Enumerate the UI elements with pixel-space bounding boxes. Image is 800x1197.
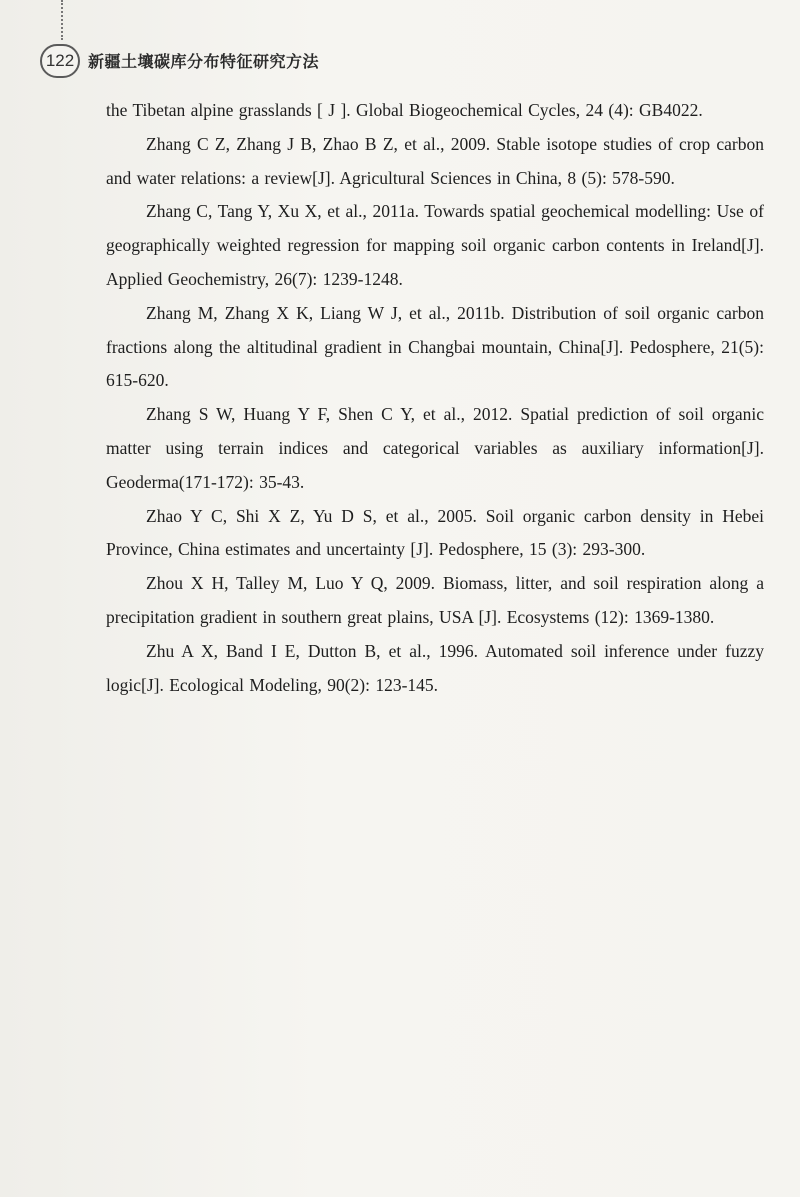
running-title: 新疆土壤碳库分布特征研究方法 (88, 52, 320, 71)
reference-list (106, 94, 764, 702)
reference-entry: Zhao Y C, Shi X Z, Yu D S, et al., 2005. Soil organic carbon density in Hebei Province, China estimates and uncertainty [J]. Pedosphere, 15 (3): 293-300. (106, 505, 764, 560)
margin-dotted-line (61, 0, 63, 40)
reference-entry: the Tibetan alpine grasslands [ J ]. Global Biogeochemical Cycles, 24 (4): GB4022. (106, 100, 703, 120)
reference-entry: Zhang C, Tang Y, Xu X, et al., 2011a. Towards spatial geochemical modelling: Use of geographically weighted regression for mapping soil organic carbon contents in Ireland[J]. Applied Geochemistry, 26(7): 1239-1248. (106, 201, 764, 289)
reference-entry: Zhang M, Zhang X K, Liang W J, et al., 2011b. Distribution of soil organic carbon fractions along the altitudinal gradient in Changbai mountain, China[J]. Pedosphere, 21(5): 615-620. (106, 302, 764, 391)
reference-entry: Zhu A X, Band I E, Dutton B, et al., 1996. Automated soil inference under fuzzy logic[J]. Ecological Modeling, 90(2): 123-145. (106, 640, 764, 695)
reference-entry: Zhang C Z, Zhang J B, Zhao B Z, et al., 2009. Stable isotope studies of crop carbon and water relations: a review[J]. Agricultural Sciences in China, 8 (5): 578-590. (106, 133, 764, 188)
reference-entry: Zhou X H, Talley M, Luo Y Q, 2009. Biomass, litter, and soil respiration along a precipitation gradient in southern great plains, USA [J]. Ecosystems (12): 1369-1380. (106, 573, 764, 627)
reference-entry: Zhang S W, Huang Y F, Shen C Y, et al., 2012. Spatial prediction of soil organic matter using terrain indices and categorical variables as auxiliary information[J]. Geoderma(171-172): 35-43. (106, 404, 764, 492)
page-number: 122 (40, 44, 80, 78)
